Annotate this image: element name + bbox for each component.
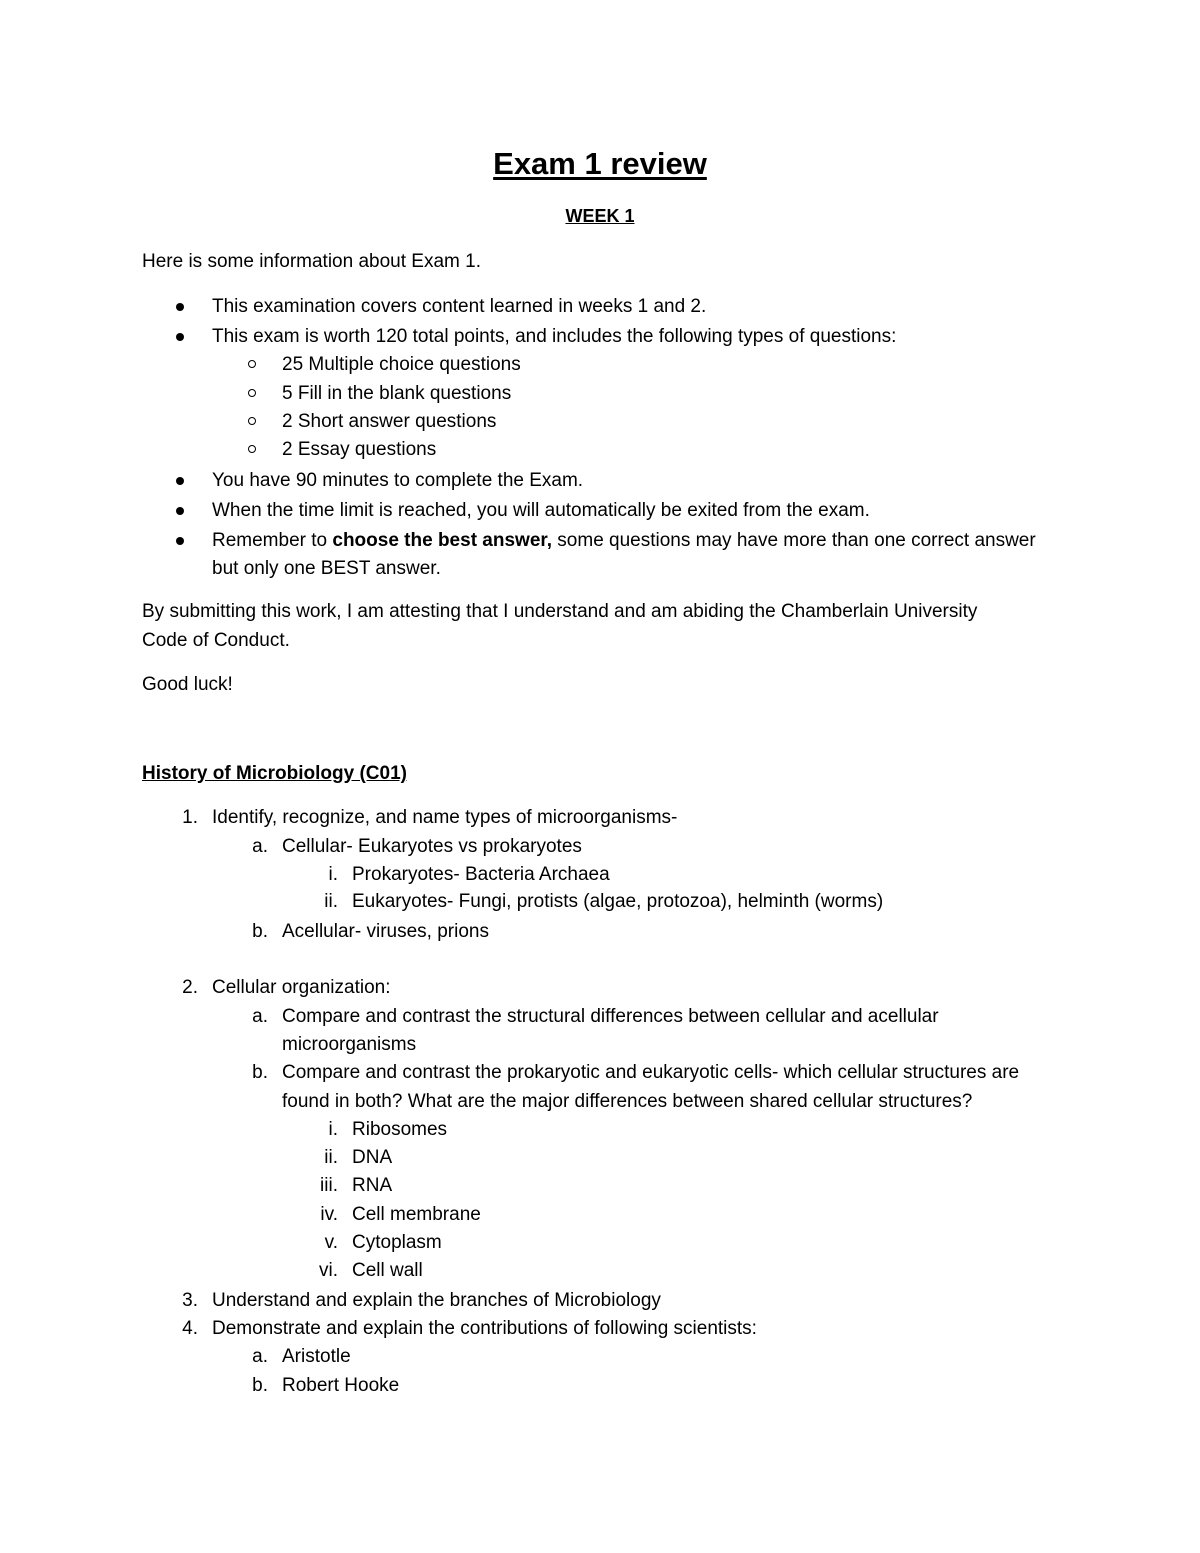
attestation-line: By submitting this work, I am attesting that I understand and am abiding the Chamberlain University bbox=[142, 601, 978, 622]
outline-text: Cellular- Eukaryotes vs prokaryotes bbox=[282, 836, 582, 857]
outline-text: Cytoplasm bbox=[352, 1232, 442, 1253]
outline-text: Prokaryotes- Bacteria Archaea bbox=[352, 864, 610, 885]
bullet-icon bbox=[176, 303, 184, 311]
bullet-text: This exam is worth 120 total points, and includes the following types of questions: bbox=[212, 326, 897, 347]
outline-text: Cell membrane bbox=[352, 1204, 481, 1225]
outline-text: RNA bbox=[352, 1175, 393, 1196]
outline-text: DNA bbox=[352, 1147, 393, 1168]
outline-continuation: found in both? What are the major differences between shared cellular structures? bbox=[282, 1091, 973, 1112]
outline-marker: i. bbox=[328, 864, 338, 885]
outline-marker: a. bbox=[252, 1006, 268, 1027]
outline-text: Acellular- viruses, prions bbox=[282, 921, 489, 942]
circle-bullet-icon bbox=[248, 445, 256, 453]
outline-marker: iii. bbox=[320, 1175, 338, 1196]
bullet-continuation: but only one BEST answer. bbox=[212, 558, 441, 579]
outline-marker: iv. bbox=[320, 1204, 338, 1225]
outline-marker: b. bbox=[252, 921, 268, 942]
outline-text: Aristotle bbox=[282, 1346, 351, 1367]
bullet-text: This examination covers content learned in weeks 1 and 2. bbox=[212, 296, 707, 317]
sub-bullet-text: 2 Short answer questions bbox=[282, 411, 497, 432]
outline-text: Compare and contrast the prokaryotic and eukaryotic cells- which cellular structures are bbox=[282, 1062, 1020, 1083]
bullet-text-part: Remember to bbox=[212, 530, 333, 551]
bullet-text bbox=[212, 529, 1036, 553]
circle-bullet-icon bbox=[248, 417, 256, 425]
outline-marker: b. bbox=[252, 1375, 268, 1396]
bullet-icon bbox=[176, 333, 184, 341]
outline-marker: a. bbox=[252, 836, 268, 857]
bullet-icon bbox=[176, 537, 184, 545]
outline-text: Compare and contrast the structural differences between cellular and acellular bbox=[282, 1006, 939, 1027]
emphasis-text: choose the best answer, bbox=[332, 530, 553, 551]
outline-marker: ii. bbox=[324, 891, 338, 912]
outline-text: Identify, recognize, and name types of microorganisms- bbox=[212, 807, 678, 828]
section-heading: History of Microbiology (C01) bbox=[142, 763, 407, 784]
outline-marker: 1. bbox=[182, 807, 198, 828]
outline-text: Cell wall bbox=[352, 1260, 423, 1281]
outline-text: Robert Hooke bbox=[282, 1375, 400, 1396]
sub-bullet-text: 25 Multiple choice questions bbox=[282, 354, 521, 375]
outline-text: Demonstrate and explain the contributions of following scientists: bbox=[212, 1318, 757, 1339]
intro-text: Here is some information about Exam 1. bbox=[142, 251, 481, 272]
outline-marker: v. bbox=[324, 1232, 338, 1253]
outline-marker: vi. bbox=[319, 1260, 338, 1281]
outline-marker: ii. bbox=[324, 1147, 338, 1168]
week-heading: WEEK 1 bbox=[565, 206, 635, 226]
circle-bullet-icon bbox=[248, 389, 256, 397]
bullet-icon bbox=[176, 477, 184, 485]
outline-text: Eukaryotes- Fungi, protists (algae, protozoa), helminth (worms) bbox=[352, 891, 884, 912]
outline-marker: 3. bbox=[182, 1290, 198, 1311]
attestation-line: Code of Conduct. bbox=[142, 630, 290, 651]
outline-marker: b. bbox=[252, 1062, 268, 1083]
sub-bullet-text: 2 Essay questions bbox=[282, 439, 437, 460]
bullet-text-part: some questions may have more than one correct answer bbox=[552, 530, 1036, 551]
bullet-text: You have 90 minutes to complete the Exam. bbox=[212, 470, 584, 491]
page-title: Exam 1 review bbox=[493, 146, 707, 181]
outline-text: Understand and explain the branches of Microbiology bbox=[212, 1290, 661, 1311]
outline-marker: a. bbox=[252, 1346, 268, 1367]
outline-marker: 2. bbox=[182, 977, 198, 998]
outline-marker: i. bbox=[328, 1119, 338, 1140]
outline-text: Cellular organization: bbox=[212, 977, 391, 998]
bullet-text: When the time limit is reached, you will automatically be exited from the exam. bbox=[212, 500, 870, 521]
bullet-icon bbox=[176, 507, 184, 515]
sub-bullet-text: 5 Fill in the blank questions bbox=[282, 383, 512, 404]
outline-text: Ribosomes bbox=[352, 1119, 448, 1140]
outline-continuation: microorganisms bbox=[282, 1034, 417, 1055]
good-luck-text: Good luck! bbox=[142, 674, 233, 695]
outline-marker: 4. bbox=[182, 1318, 198, 1339]
circle-bullet-icon bbox=[248, 360, 256, 368]
